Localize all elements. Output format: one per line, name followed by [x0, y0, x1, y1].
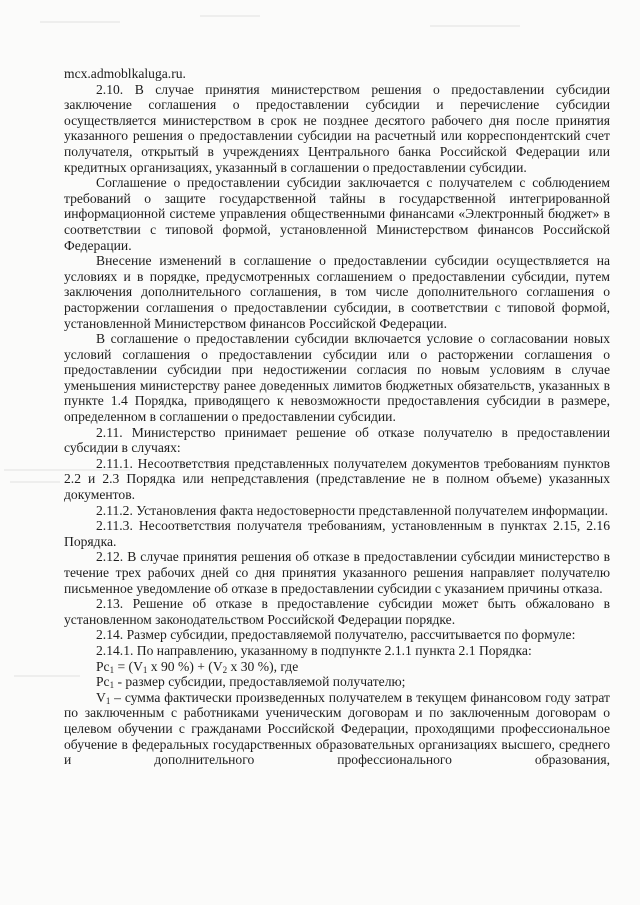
paragraph-2-14: 2.14. Размер субсидии, предоставляемой получателю, рассчитывается по формуле:	[96, 627, 576, 643]
subsidy-formula	[64, 659, 610, 675]
definition-pc1	[64, 674, 610, 690]
formula-eq-open: = (V	[114, 658, 143, 674]
header-line: mcx.admoblkaluga.ru.	[64, 66, 186, 81]
formula-mid: x 90 %) + (V	[147, 658, 223, 674]
paragraph-2-11-3: 2.11.3. Несоответствия получателя требованиям, установленным в пунктах 2.15, 2.16 Порядка.	[64, 518, 610, 549]
formula-tail: x 30 %), где	[227, 658, 299, 674]
paragraph-2-11: 2.11. Министерство принимает решение об отказе получателю в предоставлении субсидии в случаях:	[64, 424, 610, 456]
paragraph-agreement: Соглашение о предоставлении субсидии заключается с получателем с соблюдением требований о защите государственной тайны в государственной интегрированной информационной системе управления общественными финансами «Электронный бюджет» в соответствии с типовой формой, установленной Министерством финансов Российской Федерации.	[64, 175, 610, 253]
pc1-symbol: Рс	[96, 674, 110, 690]
v1-symbol: V	[96, 689, 106, 705]
paragraph-2-10: 2.10. В случае принятия министерством решения о предоставлении субсидии заключение соглашения о предоставлении субсидии и перечисление субсидии осуществляется министерством в срок не позднее десятого рабочего дня после принятия указанного решения о предоставлении субсидии на расчетный или корреспондентский счет получателя, открытый в учреждениях Центрального банка Российской Федерации или кредитных организациях, указанный в соглашении о предоставлении субсидии.	[64, 81, 610, 175]
paragraph-2-14-1: 2.14.1. По направлению, указанному в подпункте 2.1.1 пункта 2.1 Порядка:	[96, 642, 532, 658]
pc1-text: - размер субсидии, предоставляемой получателю;	[114, 674, 406, 690]
paragraph-2-12: 2.12. В случае принятия решения об отказе в предоставлении субсидии министерство в течение трех рабочих дней со дня принятия указанного решения направляет получателю письменное уведомление об отказе в предоставлении субсидии с указанием причины отказа.	[64, 549, 610, 596]
formula-v1-sub: 1	[142, 664, 148, 675]
formula-v2-sub: 2	[222, 664, 228, 675]
paragraph-changes: Внесение изменений в соглашение о предоставлении субсидии осуществляется на условиях и в порядке, предусмотренных соглашением о предоставлении субсидии, путем заключения дополнительного соглашения, в том числе дополнительного соглашения о расторжении соглашения о предоставлении субсидии, в соответствии с типовой формой, установленной Министерством финансов Российской Федерации.	[64, 253, 610, 331]
paragraph-condition: В соглашение о предоставлении субсидии включается условие о согласовании новых условий соглашения о предоставлении субсидии или о расторжении соглашения о предоставлении субсидии при недостижении согласия по новым условиям в случае уменьшения министерству ранее доведенных лимитов бюджетных обязательств, указанных в пункте 1.4 Порядка, приводящего к невозможности предоставления субсидии в размере, определенном в соглашении о предоставлении субсидии.	[64, 331, 610, 425]
formula-lhs-sub: 1	[109, 664, 115, 675]
definition-v1	[64, 690, 610, 768]
v1-sub: 1	[105, 695, 111, 706]
paragraph-2-13: 2.13. Решение об отказе в предоставление субсидии может быть обжаловано в установленном законодательством Российской Федерации порядке.	[64, 596, 610, 627]
paragraph-2-11-1: 2.11.1. Несоответствия представленных получателем документов требованиям пунктов 2.2 и 2.3 Порядка или непредставления (представление не в полном объеме) указанных документов.	[64, 455, 610, 503]
formula-lhs: Рс	[96, 658, 110, 674]
pc1-sub: 1	[109, 680, 115, 691]
paragraph-2-11-2: 2.11.2. Установления факта недостоверности представленной получателем информации.	[96, 502, 608, 518]
v1-text: – сумма фактически произведенных получателем в текущем финансовом году затрат по заключенным с работниками ученическим договорам и по заключенным договорам о целевом обучении с гражданами Российской Федерации, проходящими профессиональное обучение в федеральных государственных образовательных организациях высшего, среднего и дополнительного профессионального образования,	[64, 689, 610, 768]
